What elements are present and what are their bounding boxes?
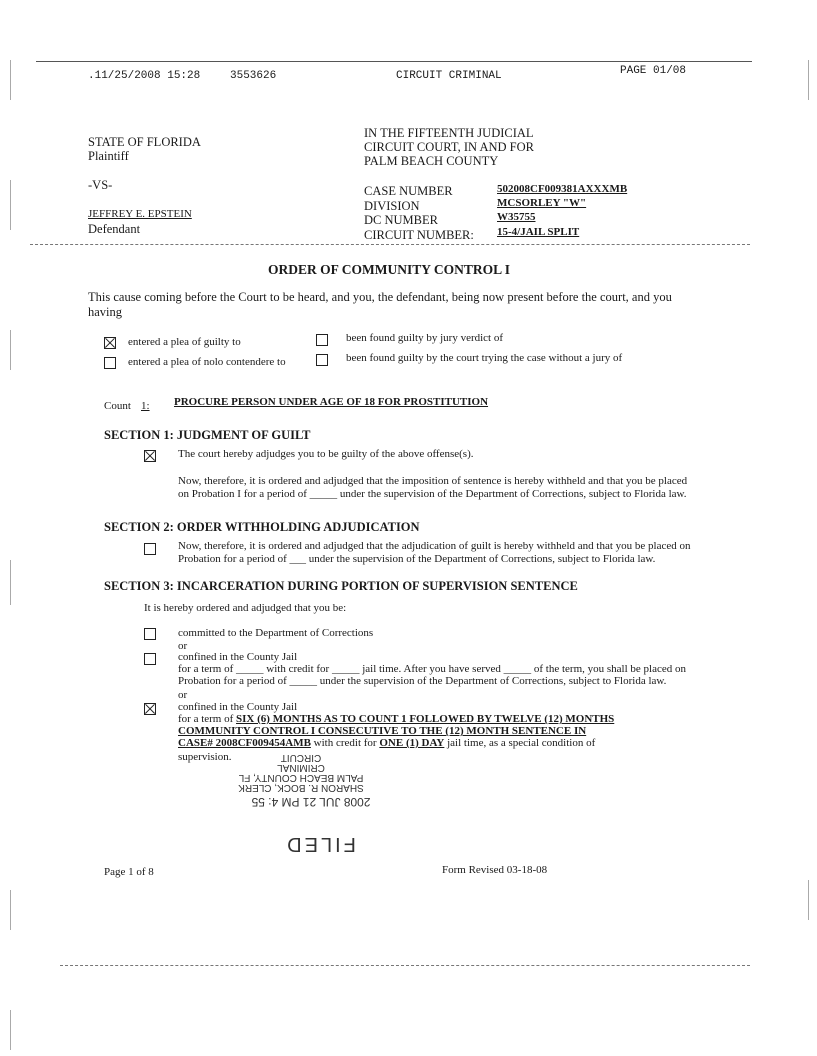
versus-label: -VS- — [88, 178, 113, 192]
scan-edge-mark — [808, 60, 809, 100]
page-number: Page 1 of 8 — [104, 866, 154, 878]
scan-edge-mark — [808, 880, 809, 920]
section-3-heading: SECTION 3: INCARCERATION DURING PORTION OF SUPERVISION SENTENCE — [104, 579, 578, 593]
fax-title: CIRCUIT CRIMINAL — [396, 70, 502, 82]
scan-bottom-rule — [60, 965, 750, 966]
plea-nolo-checkbox[interactable] — [104, 357, 116, 369]
section-3-opt-3c: COMMUNITY CONTROL I CONSECUTIVE TO THE (12) MONTH SENTENCE IN — [178, 725, 587, 737]
case-number-value: 502008CF009381AXXXMB — [497, 183, 628, 195]
plea-guilty-label: entered a plea of guilty to — [128, 336, 241, 348]
jury-verdict-label: been found guilty by jury verdict of — [346, 332, 504, 344]
case-number-label: CASE NUMBER — [364, 184, 453, 198]
jail-credit: ONE (1) DAY — [379, 737, 445, 749]
division-label: DIVISION — [364, 199, 420, 213]
section-1-text-2a: Now, therefore, it is ordered and adjudged that the imposition of sentence is hereby withheld and that you be placed — [178, 475, 688, 487]
section-3-opt-2c: Probation for a period of _____ under the supervision of the Department of Corrections, subject to Florida law. — [178, 675, 667, 687]
commit-doc-checkbox[interactable] — [144, 628, 156, 640]
dc-number-value: W35755 — [497, 211, 536, 223]
county-jail-split-checkbox[interactable] — [144, 703, 156, 715]
section-3-opt-3b — [178, 713, 614, 725]
filed-date-stamp: 2008 JUL 21 PM 4: 55 — [251, 795, 371, 809]
order-title: ORDER OF COMMUNITY CONTROL I — [268, 262, 511, 277]
stamp-clerk: SHARON R. BOCK, CLERK — [238, 782, 364, 793]
court-line-1: IN THE FIFTEENTH JUDICIAL — [364, 126, 534, 140]
section-2-text-b: Probation for a period of ___ under the supervision of the Department of Corrections, subject to Florida law. — [178, 553, 656, 565]
credit-prefix: with credit for — [310, 737, 380, 749]
scan-edge-mark — [10, 180, 11, 230]
form-revision: Form Revised 03-18-08 — [442, 864, 548, 876]
caption-divider — [30, 244, 750, 245]
section-1-text-2b: on Probation I for a period of _____ under the supervision of the Department of Corrections, subject to Florida law. — [178, 488, 687, 500]
scan-edge-mark — [10, 560, 11, 605]
fax-date-time: .11/25/2008 15:28 — [88, 70, 201, 82]
section-3-opt-3a: confined in the County Jail — [178, 701, 298, 713]
section-1-heading: SECTION 1: JUDGMENT OF GUILT — [104, 428, 311, 442]
section-3-opt-2a: confined in the County Jail — [178, 651, 298, 663]
jury-verdict-checkbox[interactable] — [316, 334, 328, 346]
stamp-criminal: CRIMINAL — [277, 762, 325, 773]
dc-number-label: DC NUMBER — [364, 213, 438, 227]
intro-line-2: having — [88, 305, 123, 319]
filed-stamp: FILED — [284, 833, 356, 855]
count-offense: PROCURE PERSON UNDER AGE OF 18 FOR PROSTITUTION — [174, 396, 489, 408]
credit-suffix: jail time, as a special condition of — [444, 737, 596, 749]
plea-guilty-checkbox[interactable] — [104, 337, 116, 349]
state-name: STATE OF FLORIDA — [88, 135, 201, 149]
stamp-county: PALM BEACH COUNTY, FL — [238, 772, 364, 783]
scan-edge-mark — [10, 60, 11, 100]
defendant-label: Defendant — [88, 222, 141, 236]
withhold-adjudication-checkbox[interactable] — [144, 543, 156, 555]
scan-edge-mark — [10, 890, 11, 930]
count-number: 1: — [141, 400, 150, 412]
term-sentence: SIX (6) MONTHS AS TO COUNT 1 FOLLOWED BY TWELVE (12) MONTHS — [236, 713, 615, 725]
section-3-or-2: or — [178, 689, 188, 701]
fax-page: PAGE 01/08 — [620, 65, 687, 77]
intro-line-1: This cause coming before the Court to be heard, and you, the defendant, being now present before the court, and you — [88, 290, 672, 304]
court-line-3: PALM BEACH COUNTY — [364, 154, 499, 168]
section-3-opt-3d — [178, 737, 595, 749]
section-3-opt-2b: for a term of _____ with credit for _____ jail time. After you have served _____ of the term, you shall be placed on — [178, 663, 686, 675]
fax-number: 3553626 — [230, 70, 277, 82]
court-trial-checkbox[interactable] — [316, 354, 328, 366]
section-3-or-1: or — [178, 640, 188, 652]
plaintiff-label: Plaintiff — [88, 149, 129, 163]
circuit-number-label: CIRCUIT NUMBER: — [364, 228, 474, 242]
section-3-opt-1: committed to the Department of Corrections — [178, 627, 374, 639]
scan-edge-mark — [10, 330, 11, 370]
linked-case-number: CASE# 2008CF009454AMB — [178, 737, 311, 749]
section-1-text-1: The court hereby adjudges you to be guilty of the above offense(s). — [178, 448, 474, 460]
section-2-heading: SECTION 2: ORDER WITHHOLDING ADJUDICATION — [104, 520, 420, 534]
stamp-circuit: CIRCUIT — [280, 752, 322, 763]
section-3-opt-3e: supervision. — [178, 751, 232, 763]
section-3-intro: It is hereby ordered and adjudged that you be: — [144, 602, 347, 614]
judgment-of-guilt-checkbox[interactable] — [144, 450, 156, 462]
clerk-filed-stamp — [226, 752, 376, 792]
county-jail-checkbox[interactable] — [144, 653, 156, 665]
court-line-2: CIRCUIT COURT, IN AND FOR — [364, 140, 534, 154]
circuit-number-value: 15-4/JAIL SPLIT — [497, 226, 580, 238]
division-value: MCSORLEY "W" — [497, 197, 587, 209]
defendant-name: JEFFREY E. EPSTEIN — [88, 208, 192, 220]
count-label: Count — [104, 400, 131, 412]
scan-edge-mark — [10, 1010, 11, 1050]
section-2-text-a: Now, therefore, it is ordered and adjudged that the adjudication of guilt is hereby withheld and that you be placed on — [178, 540, 691, 552]
plea-nolo-label: entered a plea of nolo contendere to — [128, 356, 286, 368]
term-prefix: for a term of — [178, 713, 237, 725]
court-trial-label: been found guilty by the court trying the case without a jury of — [346, 352, 623, 364]
fax-top-rule — [36, 61, 752, 62]
